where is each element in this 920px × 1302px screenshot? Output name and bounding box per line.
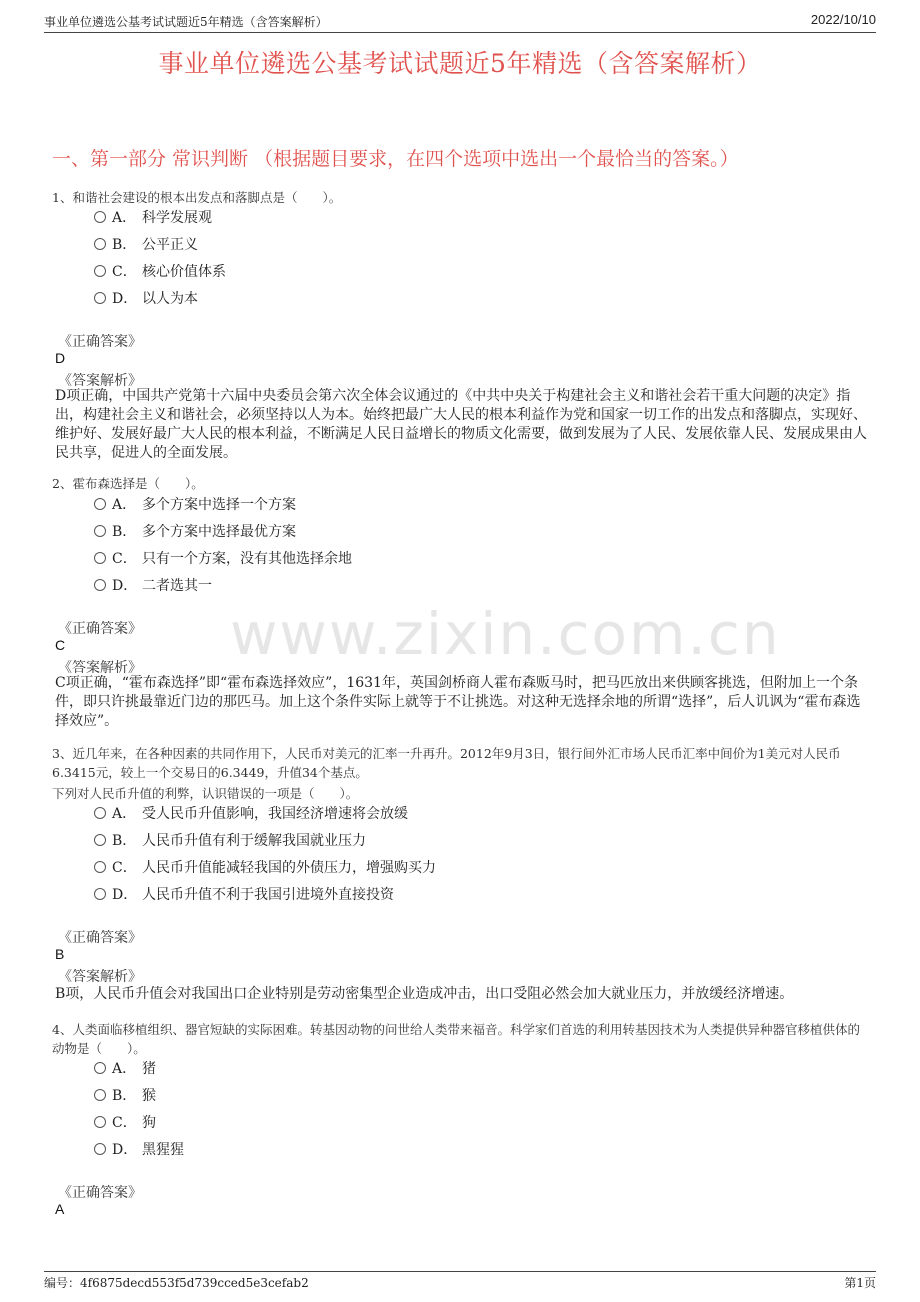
option-a[interactable]: A． 多个方案中选择一个方案: [94, 495, 296, 515]
option-d[interactable]: D． 人民币升值不利于我国引进境外直接投资: [94, 885, 394, 905]
answer-value: B: [55, 946, 65, 962]
radio-icon[interactable]: [94, 807, 106, 819]
radio-icon[interactable]: [94, 579, 106, 591]
option-b[interactable]: B． 公平正义: [94, 235, 198, 255]
option-d[interactable]: D． 黑猩猩: [94, 1140, 184, 1160]
option-d[interactable]: D． 二者选其一: [94, 576, 212, 596]
answer-value: D: [55, 350, 66, 366]
answer-value: C: [55, 637, 66, 653]
question-stem: 3、近几年来，在各种因素的共同作用下，人民币对美元的汇率一升再升。2012年9月3日，银行间外汇市场人民币汇率中间价为1美元对人民币6.3415元，较上一个交易日的6.3449，升值34个基点。: [52, 746, 841, 780]
answer-label: 《正确答案》: [58, 930, 142, 946]
question-stem: 4、人类面临移植组织、器官短缺的实际困难。转基因动物的问世给人类带来福音。科学家们首选的利用转基因技术为人类提供异种器官移植供体的动物是（ ）。: [52, 1022, 860, 1056]
page-footer: [44, 1271, 876, 1292]
radio-icon[interactable]: [94, 552, 106, 564]
header-doc-title: 事业单位遴选公基考试试题近5年精选（含答案解析）: [44, 15, 328, 29]
answer-label: 《正确答案》: [58, 1185, 142, 1201]
radio-icon[interactable]: [94, 1062, 106, 1074]
option-b[interactable]: B． 猴: [94, 1086, 156, 1106]
option-c[interactable]: C． 人民币升值能减轻我国的外债压力，增强购买力: [94, 858, 436, 878]
analysis-text: B项，人民币升值会对我国出口企业特别是劳动密集型企业造成冲击，出口受阻必然会加大就业压力，并放缓经济增速。: [55, 986, 794, 1002]
radio-icon[interactable]: [94, 525, 106, 537]
watermark: www.zixin.com.cn: [230, 600, 781, 668]
radio-icon[interactable]: [94, 834, 106, 846]
answer-value: A: [55, 1201, 65, 1217]
radio-icon[interactable]: [94, 292, 106, 304]
analysis-text: D项正确，中国共产党第十六届中央委员会第六次全体会议通过的《中共中央关于构建社会主义和谐社会若干重大问题的决定》指出，构建社会主义和谐社会，必须坚持以人为本。始终把最广大人民的根本利益作为党和国家一切工作的出发点和落脚点，实现好、维护好、发展好最广大人民的根本利益，不断满足人民日益增长的物质文化需要，做到发展为了人民、发展依靠人民、发展成果由人民共享，促进人的全面发展。: [55, 388, 867, 461]
radio-icon[interactable]: [94, 211, 106, 223]
section-heading: 一、第一部分 常识判断 （根据题目要求，在四个选项中选出一个最恰当的答案。）: [52, 148, 739, 170]
radio-icon[interactable]: [94, 861, 106, 873]
question-stem-line2: 下列对人民币升值的利弊，认识错误的一项是（ ）。: [52, 786, 359, 801]
radio-icon[interactable]: [94, 265, 106, 277]
option-a[interactable]: A． 猪: [94, 1059, 156, 1079]
page-header: [44, 12, 876, 33]
header-date: 2022/10/10: [810, 12, 876, 27]
option-b[interactable]: B． 多个方案中选择最优方案: [94, 522, 296, 542]
radio-icon[interactable]: [94, 238, 106, 250]
page-number: 第1页: [844, 1276, 876, 1290]
analysis-label: 《答案解析》: [58, 969, 142, 985]
radio-icon[interactable]: [94, 1143, 106, 1155]
analysis-label: 《答案解析》: [58, 660, 142, 676]
option-a[interactable]: A． 受人民币升值影响，我国经济增速将会放缓: [94, 804, 408, 824]
option-b[interactable]: B． 人民币升值有利于缓解我国就业压力: [94, 831, 366, 851]
answer-label: 《正确答案》: [58, 334, 142, 350]
radio-icon[interactable]: [94, 1116, 106, 1128]
document-id: 编号：4f6875decd553f5d739cced5e3cefab2: [44, 1276, 309, 1290]
page-title: 事业单位遴选公基考试试题近5年精选（含答案解析）: [158, 49, 762, 78]
option-c[interactable]: C． 只有一个方案，没有其他选择余地: [94, 549, 352, 569]
option-c[interactable]: C． 狗: [94, 1113, 156, 1133]
option-c[interactable]: C． 核心价值体系: [94, 262, 226, 282]
question-stem: 1、和谐社会建设的根本出发点和落脚点是（ ）。: [52, 190, 342, 205]
analysis-text: C项正确，“霍布森选择”即“霍布森选择效应”，1631年，英国剑桥商人霍布森贩马时，把马匹放出来供顾客挑选，但附加上一个条件，即只许挑最靠近门边的那匹马。加上这个条件实际上就等于不让挑选。对这种无选择余地的所谓“选择”，后人讥讽为“霍布森选择效应”。: [55, 675, 861, 729]
option-d[interactable]: D． 以人为本: [94, 289, 198, 309]
radio-icon[interactable]: [94, 498, 106, 510]
radio-icon[interactable]: [94, 888, 106, 900]
analysis-label: 《答案解析》: [58, 373, 142, 389]
option-a[interactable]: A． 科学发展观: [94, 208, 212, 228]
answer-label: 《正确答案》: [58, 621, 142, 637]
radio-icon[interactable]: [94, 1089, 106, 1101]
question-stem: 2、霍布森选择是（ ）。: [52, 476, 204, 491]
